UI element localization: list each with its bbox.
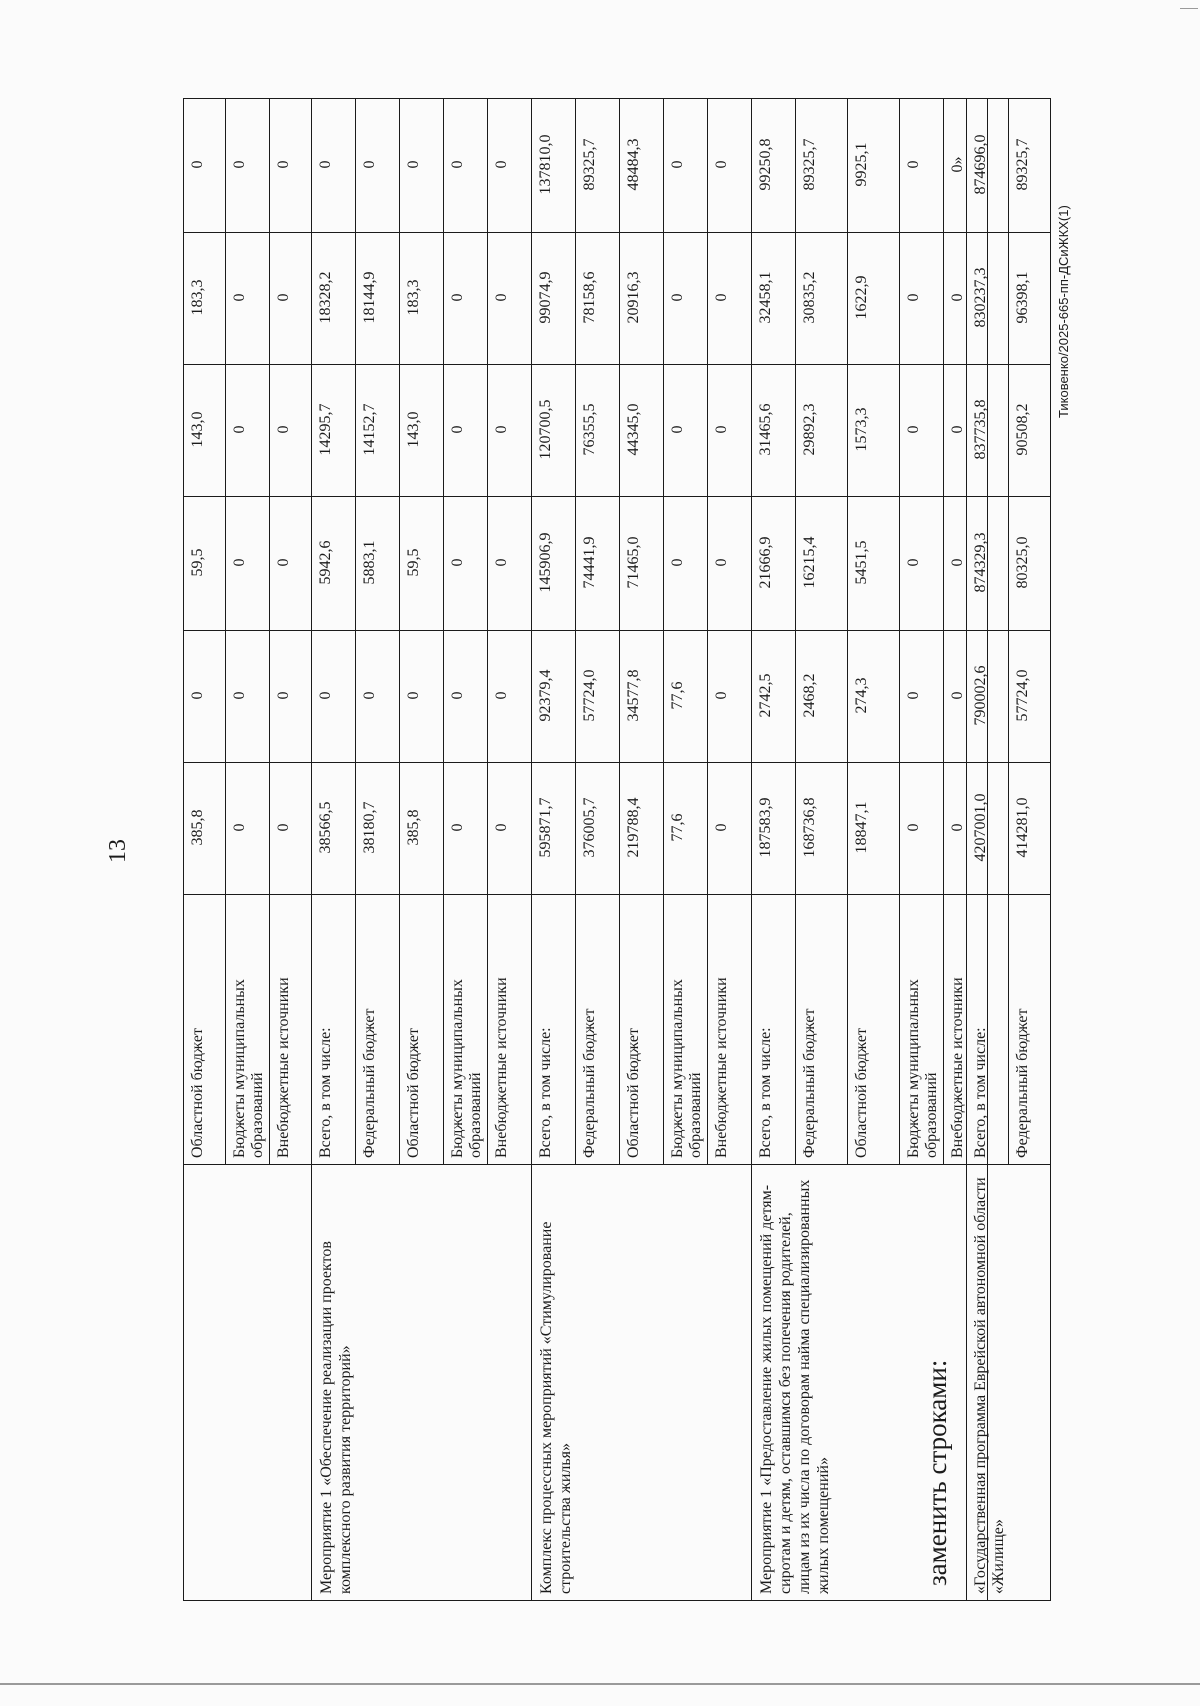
replace-instruction: заменить строками:	[922, 1359, 952, 1586]
value-cell: 90508,2	[1009, 365, 1051, 497]
funding-source-cell: Федеральный бюджет	[796, 895, 848, 1165]
value-cell: 77,6	[664, 631, 708, 763]
value-cell: 57724,0	[1009, 631, 1051, 763]
value-cell: 89325,7	[796, 99, 848, 233]
value-cell: 0	[356, 631, 400, 763]
funding-source-cell: Всего, в том числе:	[967, 895, 1009, 1165]
value-cell: 2468,2	[796, 631, 848, 763]
value-cell: 89325,7	[1009, 99, 1051, 233]
value-cell: 0	[312, 99, 356, 233]
value-cell: 0	[664, 99, 708, 233]
value-cell: 5942,6	[312, 497, 356, 631]
value-cell: 0	[708, 99, 752, 233]
value-cell: 89325,7	[576, 99, 620, 233]
value-cell: 4207001,0	[967, 763, 1009, 895]
value-cell: 0	[444, 497, 488, 631]
event-name-cell: Мероприятие 1 «Предоставление жилых помещений детям-сиротам и детям, оставшимся без попечения родителей, лицам из их числа по договорам найма специализированных жилых помещений»	[752, 1165, 988, 1601]
value-cell: 57724,0	[576, 631, 620, 763]
value-cell: 74441,9	[576, 497, 620, 631]
value-cell: 137810,0	[532, 99, 576, 233]
value-cell: 1573,3	[848, 365, 900, 497]
value-cell: 0	[400, 99, 444, 233]
table-row	[312, 99, 356, 1601]
value-cell: 20916,3	[620, 233, 664, 365]
value-cell: 38566,5	[312, 763, 356, 895]
value-cell: 0	[444, 631, 488, 763]
value-cell: 0	[708, 763, 752, 895]
scan-edge-line	[1180, 8, 1198, 9]
funding-source-cell: Бюджеты муниципальных образований	[444, 895, 488, 1165]
value-cell: 30835,2	[796, 233, 848, 365]
event-name-cell: Комплекс процессных мероприятий «Стимулирование строительства жилья»	[532, 1165, 752, 1601]
financing-table	[183, 98, 988, 1601]
value-cell: 0	[226, 631, 270, 763]
value-cell: 14295,7	[312, 365, 356, 497]
value-cell: 48484,3	[620, 99, 664, 233]
value-cell: 0	[488, 763, 532, 895]
value-cell: 0	[444, 763, 488, 895]
value-cell: 0	[270, 631, 312, 763]
event-name-cell: Мероприятие 1 «Обеспечение реализации проектов комплексного развития территорий»	[312, 1165, 532, 1601]
value-cell: 92379,4	[532, 631, 576, 763]
value-cell: 183,3	[184, 233, 226, 365]
value-cell: 0	[900, 763, 944, 895]
funding-source-cell: Областной бюджет	[184, 895, 226, 1165]
value-cell: 59,5	[400, 497, 444, 631]
value-cell: 0	[488, 631, 532, 763]
funding-source-cell: Всего, в том числе:	[532, 895, 576, 1165]
funding-source-cell: Внебюджетные источники	[944, 895, 988, 1165]
funding-source-cell: Внебюджетные источники	[270, 895, 312, 1165]
value-cell: 0	[664, 365, 708, 497]
funding-source-cell: Внебюджетные источники	[708, 895, 752, 1165]
value-cell: 0	[900, 99, 944, 233]
value-cell: 71465,0	[620, 497, 664, 631]
value-cell: 145906,9	[532, 497, 576, 631]
value-cell: 0	[488, 99, 532, 233]
value-cell: 0	[226, 233, 270, 365]
value-cell: 0	[708, 497, 752, 631]
value-cell: 9925,1	[848, 99, 900, 233]
value-cell: 2742,5	[752, 631, 796, 763]
value-cell: 59,5	[184, 497, 226, 631]
value-cell: 18328,2	[312, 233, 356, 365]
value-cell: 790002,6	[967, 631, 1009, 763]
value-cell: 0	[226, 365, 270, 497]
value-cell: 414281,0	[1009, 763, 1051, 895]
table-row	[752, 99, 796, 1601]
value-cell: 0	[226, 763, 270, 895]
value-cell: 18847,1	[848, 763, 900, 895]
value-cell: 1622,9	[848, 233, 900, 365]
funding-source-cell: Федеральный бюджет	[356, 895, 400, 1165]
value-cell: 31465,6	[752, 365, 796, 497]
value-cell: 0	[356, 99, 400, 233]
value-cell: 385,8	[400, 763, 444, 895]
funding-source-cell: Областной бюджет	[620, 895, 664, 1165]
value-cell: 0	[708, 631, 752, 763]
funding-source-cell: Бюджеты муниципальных образований	[664, 895, 708, 1165]
value-cell: 0	[900, 365, 944, 497]
value-cell: 0	[900, 497, 944, 631]
value-cell: 5883,1	[356, 497, 400, 631]
value-cell: 837735,8	[967, 365, 1009, 497]
scan-edge-line	[0, 1683, 1200, 1685]
value-cell: 18144,9	[356, 233, 400, 365]
value-cell: 0	[944, 233, 988, 365]
program-name-cell: «Государственная программа Еврейской автономной области «Жилище»	[967, 1165, 1051, 1601]
value-cell: 830237,3	[967, 233, 1009, 365]
value-cell: 187583,9	[752, 763, 796, 895]
value-cell: 0	[270, 763, 312, 895]
value-cell: 0	[900, 631, 944, 763]
value-cell: 183,3	[400, 233, 444, 365]
value-cell: 29892,3	[796, 365, 848, 497]
value-cell: 0	[488, 365, 532, 497]
value-cell: 14152,7	[356, 365, 400, 497]
table-row	[967, 99, 1009, 1601]
value-cell: 143,0	[184, 365, 226, 497]
value-cell: 5451,5	[848, 497, 900, 631]
value-cell: 21666,9	[752, 497, 796, 631]
value-cell: 0	[488, 233, 532, 365]
funding-source-cell: Бюджеты муниципальных образований	[226, 895, 270, 1165]
value-cell: 34577,8	[620, 631, 664, 763]
value-cell: 78158,6	[576, 233, 620, 365]
value-cell: 0	[944, 365, 988, 497]
value-cell: 76355,5	[576, 365, 620, 497]
value-cell: 0	[226, 99, 270, 233]
funding-source-cell: Всего, в том числе:	[752, 895, 796, 1165]
value-cell: 80325,0	[1009, 497, 1051, 631]
value-cell: 274,3	[848, 631, 900, 763]
table-row	[532, 99, 576, 1601]
document-code: Тиковенко/2025-665-пп-ДСиЖКХ(1)	[1056, 205, 1071, 418]
table-row	[184, 99, 226, 1601]
value-cell: 168736,8	[796, 763, 848, 895]
value-cell: 376005,7	[576, 763, 620, 895]
value-cell: 0	[270, 99, 312, 233]
value-cell: 0	[488, 497, 532, 631]
value-cell: 44345,0	[620, 365, 664, 497]
value-cell: 0	[900, 233, 944, 365]
value-cell: 0	[444, 233, 488, 365]
value-cell: 32458,1	[752, 233, 796, 365]
funding-source-cell: Федеральный бюджет	[576, 895, 620, 1165]
funding-source-cell: Федеральный бюджет	[1009, 895, 1051, 1165]
value-cell: 0	[444, 99, 488, 233]
value-cell: 0	[184, 99, 226, 233]
page-number: 13	[105, 839, 131, 863]
value-cell: 0	[944, 631, 988, 763]
funding-source-cell: Всего, в том числе:	[312, 895, 356, 1165]
value-cell: 0	[944, 763, 988, 895]
value-cell: 99250,8	[752, 99, 796, 233]
value-cell: 38180,7	[356, 763, 400, 895]
value-cell: 0	[270, 497, 312, 631]
value-cell: 595871,7	[532, 763, 576, 895]
value-cell: 96398,1	[1009, 233, 1051, 365]
value-cell: 0	[664, 497, 708, 631]
value-cell: 219788,4	[620, 763, 664, 895]
event-name-cell	[184, 1165, 312, 1601]
replacement-table	[966, 98, 1051, 1601]
funding-source-cell: Бюджеты муниципальных образований	[900, 895, 944, 1165]
value-cell: 16215,4	[796, 497, 848, 631]
value-cell: 0	[184, 631, 226, 763]
value-cell: 0	[270, 365, 312, 497]
value-cell: 120700,5	[532, 365, 576, 497]
value-cell: 143,0	[400, 365, 444, 497]
funding-source-cell: Областной бюджет	[848, 895, 900, 1165]
value-cell: 0	[708, 365, 752, 497]
value-cell: 0	[270, 233, 312, 365]
value-cell: 874329,3	[967, 497, 1009, 631]
value-cell: 0	[664, 233, 708, 365]
value-cell: 0	[944, 497, 988, 631]
value-cell: 0	[312, 631, 356, 763]
funding-source-cell: Внебюджетные источники	[488, 895, 532, 1165]
value-cell: 874696,0	[967, 99, 1009, 233]
value-cell: 0»	[944, 99, 988, 233]
value-cell: 0	[444, 365, 488, 497]
value-cell: 0	[400, 631, 444, 763]
funding-source-cell: Областной бюджет	[400, 895, 444, 1165]
value-cell: 99074,9	[532, 233, 576, 365]
value-cell: 0	[226, 497, 270, 631]
value-cell: 0	[708, 233, 752, 365]
value-cell: 385,8	[184, 763, 226, 895]
value-cell: 77,6	[664, 763, 708, 895]
